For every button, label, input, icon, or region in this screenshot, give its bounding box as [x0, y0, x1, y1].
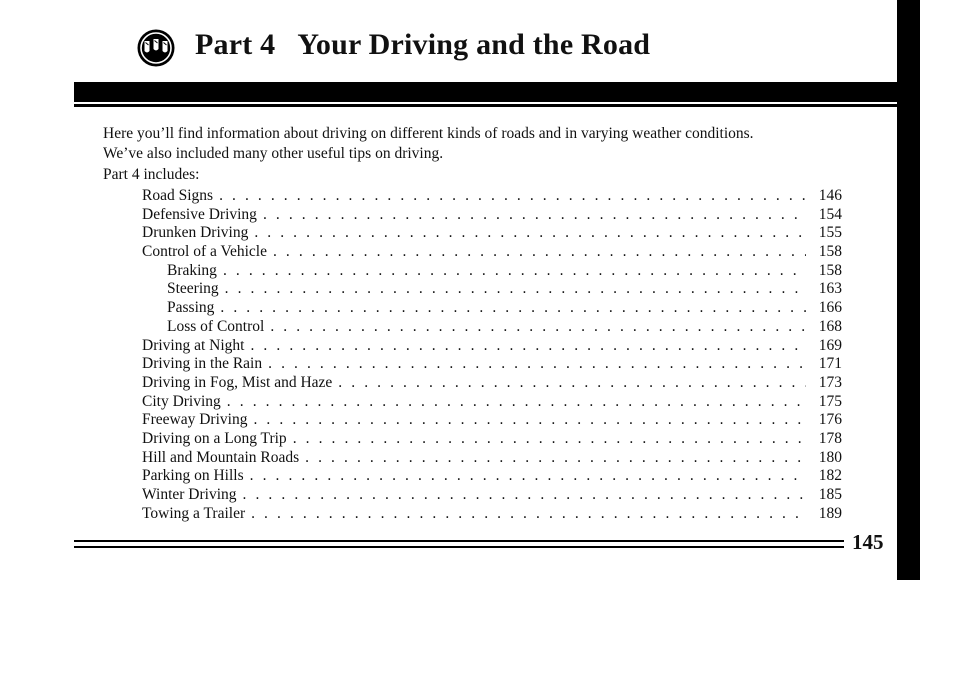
- toc-leader: [250, 467, 806, 486]
- page-number: 145: [852, 530, 884, 554]
- toc-entry-page: 180: [818, 448, 842, 466]
- toc-entry[interactable]: [142, 374, 842, 393]
- buick-tri-shield-icon: [136, 28, 176, 68]
- toc-entry-title: Hill and Mountain Roads: [142, 448, 300, 466]
- toc-entry[interactable]: [142, 505, 842, 524]
- footer-rule: [74, 546, 844, 548]
- toc-entry-title: Drunken Driving: [142, 224, 249, 242]
- toc-entry-title: Steering: [167, 280, 219, 298]
- toc-entry-page: 158: [818, 243, 842, 261]
- toc-entry[interactable]: [142, 411, 842, 430]
- toc-leader: [227, 393, 806, 412]
- toc-entry-page: 158: [818, 261, 842, 279]
- toc-leader: [263, 206, 806, 225]
- toc-leader: [243, 486, 806, 505]
- toc-entry-title: Winter Driving: [142, 486, 237, 503]
- toc-entry-title: Road Signs: [142, 187, 214, 204]
- toc-entry-title: Driving at Night: [142, 336, 245, 354]
- toc-leader: [223, 262, 806, 281]
- toc-leader: [338, 374, 806, 393]
- toc-entry[interactable]: [142, 430, 842, 449]
- toc-entry-page: 146: [818, 187, 842, 204]
- table-of-contents: [142, 187, 842, 523]
- toc-entry-title: Towing a Trailer: [142, 504, 246, 522]
- toc-entry-title: Freeway Driving: [142, 411, 248, 429]
- toc-entry-title: Passing: [167, 299, 215, 317]
- toc-entry-page: 171: [818, 355, 842, 373]
- toc-leader: [305, 449, 806, 468]
- header-band-rule: [74, 104, 920, 107]
- toc-entry[interactable]: [142, 337, 842, 356]
- toc-entry-page: 166: [818, 299, 842, 317]
- toc-entry-title: Control of a Vehicle: [142, 243, 267, 261]
- toc-leader: [253, 411, 806, 430]
- toc-entry-title: City Driving: [142, 392, 221, 410]
- toc-subentry[interactable]: [142, 262, 842, 281]
- header-band: [74, 82, 920, 102]
- includes-label: Part 4 includes:: [103, 166, 200, 183]
- toc-leader: [270, 318, 806, 337]
- toc-entry-title: Driving on a Long Trip: [142, 429, 287, 447]
- toc-entry-title: Loss of Control: [167, 317, 265, 335]
- intro-line-2: We’ve also included many other useful tips on driving.: [103, 145, 444, 162]
- toc-leader: [225, 280, 806, 299]
- toc-entry-page: 176: [818, 411, 842, 429]
- section-title: Your Driving and the Road: [297, 28, 651, 61]
- toc-entry[interactable]: [142, 243, 842, 262]
- toc-entry-page: 154: [818, 205, 842, 223]
- toc-entry-page: 178: [818, 429, 842, 447]
- toc-entry-title: Driving in the Rain: [142, 355, 263, 373]
- intro-text: [103, 124, 863, 164]
- toc-entry-page: 182: [818, 467, 842, 485]
- toc-entry[interactable]: [142, 187, 842, 206]
- toc-entry-page: 175: [818, 392, 842, 410]
- toc-entry-page: 189: [818, 504, 842, 522]
- toc-entry[interactable]: [142, 393, 842, 412]
- toc-leader: [293, 430, 806, 449]
- toc-entry-title: Defensive Driving: [142, 205, 257, 223]
- toc-entry-page: 163: [818, 280, 842, 298]
- toc-entry-title: Parking on Hills: [142, 467, 244, 485]
- toc-leader: [268, 355, 806, 374]
- toc-entry-page: 168: [818, 317, 842, 335]
- toc-leader: [220, 299, 806, 318]
- toc-entry-title: Driving in Fog, Mist and Haze: [142, 373, 333, 391]
- toc-entry-page: 185: [818, 486, 842, 503]
- toc-entry[interactable]: [142, 449, 842, 468]
- toc-subentry[interactable]: [142, 299, 842, 318]
- toc-entry[interactable]: [142, 224, 842, 243]
- intro-line-1: Here you’ll find information about driving on different kinds of roads and in varying weather conditions.: [103, 125, 754, 142]
- toc-subentry[interactable]: [142, 318, 842, 337]
- toc-leader: [273, 243, 806, 262]
- toc-entry[interactable]: [142, 486, 842, 505]
- toc-entry[interactable]: [142, 355, 842, 374]
- toc-leader: [219, 187, 806, 206]
- toc-entry-page: 173: [818, 373, 842, 391]
- part-label: Part 4: [195, 28, 276, 61]
- toc-leader: [251, 505, 806, 524]
- page-title: [195, 28, 650, 62]
- toc-leader: [250, 337, 806, 356]
- toc-entry-page: 169: [818, 336, 842, 354]
- toc-leader: [254, 224, 806, 243]
- toc-subentry[interactable]: [142, 280, 842, 299]
- toc-entry[interactable]: [142, 206, 842, 225]
- toc-entry[interactable]: [142, 467, 842, 486]
- toc-entry-page: 155: [818, 224, 842, 242]
- toc-entry-title: Braking: [167, 261, 217, 279]
- footer-rule: [74, 540, 844, 542]
